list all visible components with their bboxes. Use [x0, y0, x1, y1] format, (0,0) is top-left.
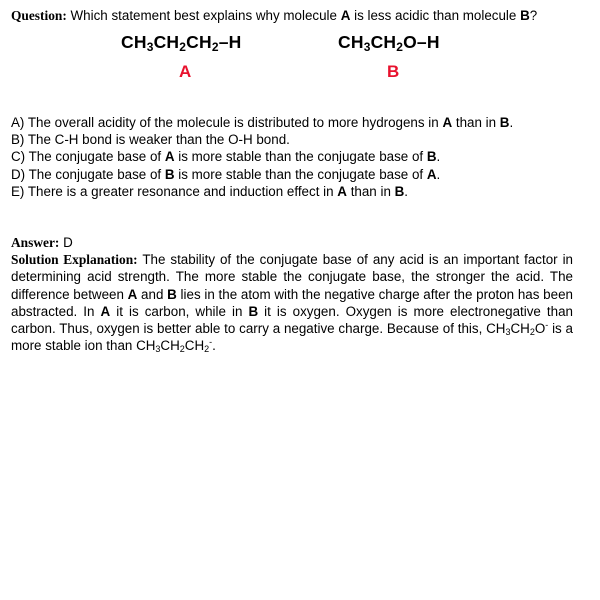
option-bold: A	[164, 149, 175, 165]
explanation-text: is a more stable ion than	[11, 321, 573, 354]
answer-label: Answer:	[11, 235, 60, 251]
ethoxide-ion	[486, 321, 548, 336]
ion-subscript: 2	[204, 344, 210, 355]
ion-part: O	[534, 321, 546, 337]
formula-part: CH	[153, 32, 180, 52]
option-text: A) The overall acidity of the molecule is distributed to more hydrogens in	[11, 115, 443, 130]
molecule-b-formula	[338, 32, 440, 52]
explanation-text: it is carbon, while in	[110, 303, 249, 319]
option-bold: B	[394, 183, 405, 199]
formula-subscript: 2	[179, 40, 187, 54]
option-text: E) There is a greater resonance and induction effect in	[11, 183, 338, 199]
formula-subscript: 2	[211, 40, 219, 54]
option-text: is more stable than the conjugate base of	[174, 166, 427, 182]
option-text: .	[436, 166, 441, 182]
formula-subscript: 3	[363, 40, 371, 54]
question-label: Question:	[11, 8, 67, 23]
formula-subscript: 2	[396, 40, 404, 54]
option-e	[11, 183, 573, 200]
option-bold: A	[426, 166, 437, 182]
question-text	[11, 8, 573, 24]
question-molecule-b: B	[520, 8, 530, 23]
option-text: than in	[346, 183, 395, 199]
option-text: than in	[452, 115, 500, 130]
question-text-part: Which statement best explains why molecule	[66, 8, 341, 23]
ion-subscript: 2	[179, 344, 185, 355]
ion-part: CH	[486, 321, 506, 337]
propyl-anion	[136, 338, 212, 353]
ion-subscript: 3	[505, 327, 511, 338]
solution-explanation	[11, 251, 573, 354]
answer-value: D	[59, 235, 73, 251]
explanation-text: The stability of the conjugate base of any acid is an important factor in determining acid strength. The more stable the conjugate base, the stronger the acid. The difference between	[11, 252, 573, 302]
ion-charge: -	[209, 337, 213, 348]
formula-part: CH	[186, 32, 212, 52]
option-a	[11, 114, 573, 131]
option-text: .	[404, 183, 409, 199]
option-bold: B	[499, 115, 510, 130]
document-page	[11, 8, 573, 354]
molecule-b-label: B	[387, 62, 400, 81]
answer-line	[11, 234, 573, 251]
option-c	[11, 148, 573, 165]
molecule-a-formula	[121, 32, 241, 52]
ion-part: CH	[136, 338, 156, 354]
option-b	[11, 131, 573, 148]
option-d	[11, 166, 573, 183]
option-text: is more stable than the conjugate base of	[174, 149, 427, 165]
option-text: C) The conjugate base of	[11, 149, 165, 165]
explanation-text: .	[212, 338, 216, 354]
ion-part: CH	[184, 338, 205, 354]
question-text-part: ?	[529, 8, 538, 23]
answer-section	[11, 234, 573, 354]
option-text: B) The C-H bond is weaker than the O-H bond.	[11, 132, 290, 148]
option-text: D) The conjugate base of	[11, 166, 165, 182]
explanation-bold: A	[100, 303, 111, 319]
ion-subscript: 2	[529, 327, 535, 338]
ion-part: CH	[160, 338, 180, 354]
explanation-text: it is oxygen. Oxygen is more electronegative than carbon. Thus, oxygen is better able to carry a negative charge. Because of this,	[11, 303, 573, 337]
explanation-bold: B	[248, 303, 259, 319]
question-molecule-a: A	[340, 8, 351, 23]
explanation-bold: B	[167, 286, 177, 302]
option-text: .	[509, 115, 514, 130]
option-bold: B	[164, 166, 175, 182]
formula-part: CH	[370, 32, 397, 52]
question-text-part: is less acidic than molecule	[350, 8, 521, 23]
explanation-text: lies in the atom with the negative charge after the proton has been abstracted. In	[11, 286, 573, 319]
option-bold: B	[426, 149, 437, 165]
explanation-text: and	[137, 286, 168, 302]
option-bold: A	[337, 183, 347, 199]
formula-part: –H	[218, 32, 242, 52]
explanation-bold: A	[127, 286, 138, 302]
formula-part: O–H	[403, 32, 440, 52]
answer-options	[11, 114, 573, 200]
molecule-structures	[11, 24, 573, 114]
ion-subscript: 3	[155, 344, 161, 355]
option-text: .	[436, 149, 441, 165]
formula-part: CH	[121, 32, 147, 52]
explanation-label: Solution Explanation:	[11, 252, 138, 268]
molecule-a-label: A	[179, 62, 192, 81]
formula-subscript: 3	[146, 40, 154, 54]
ion-charge: -	[545, 320, 549, 331]
formula-part: CH	[338, 32, 364, 52]
ion-part: CH	[510, 321, 530, 337]
option-bold: A	[442, 115, 453, 130]
